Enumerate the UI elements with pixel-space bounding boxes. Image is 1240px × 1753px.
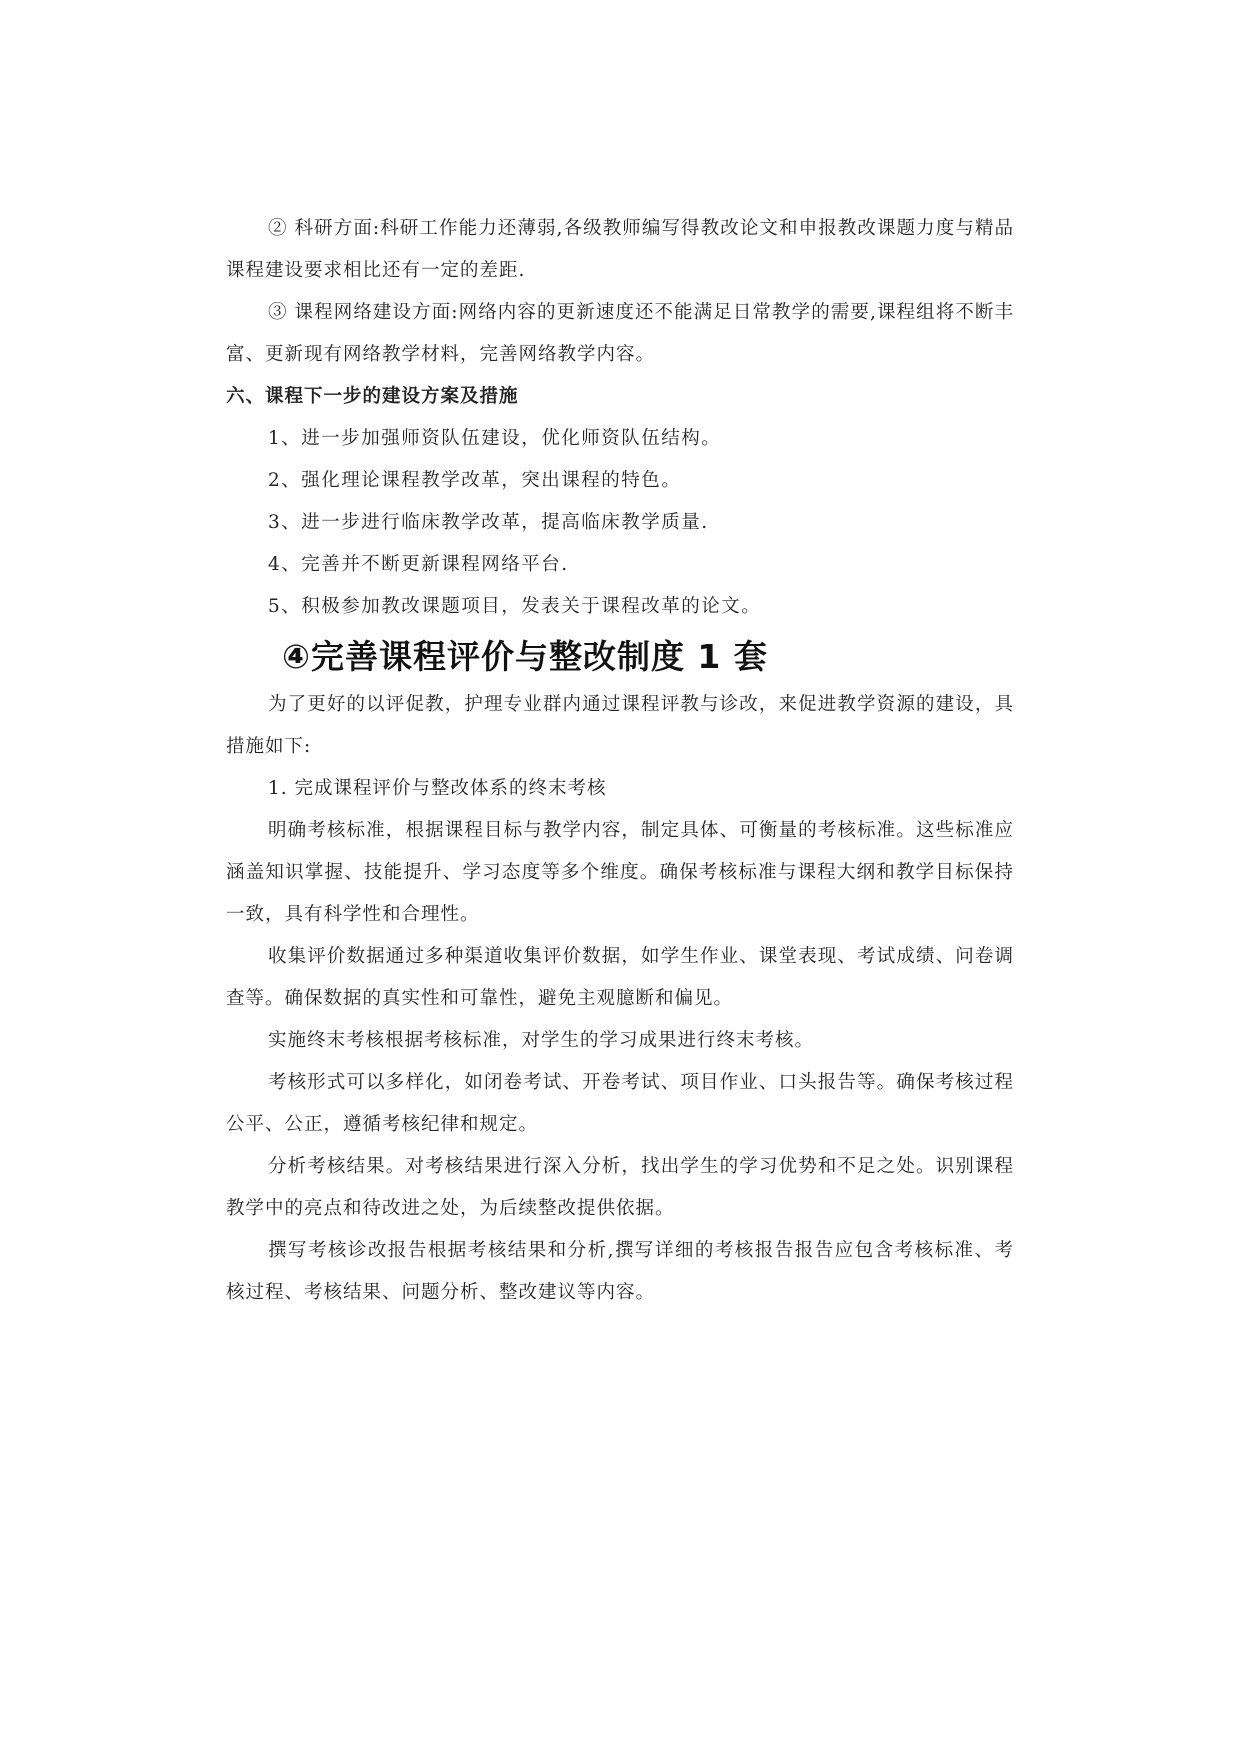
- paragraph-network: ③ 课程网络建设方面:网络内容的更新速度还不能满足日常教学的需要,课程组将不断丰富、更新现有网络教学材料，完善网络教学内容。: [226, 302, 1014, 365]
- section-title-evaluation: ④完善课程评价与整改制度 1 套: [282, 637, 768, 676]
- paragraph-body: 收集评价数据通过多种渠道收集评价数据，如学生作业、课堂表现、考试成绩、问卷调查等。确保数据的真实性和可靠性，避免主观臆断和偏见。: [226, 946, 1014, 1009]
- list-item: 1、进一步加强师资队伍建设，优化师资队伍结构。: [268, 428, 722, 449]
- paragraph-body: 明确考核标准，根据课程目标与教学内容，制定具体、可衡量的考核标准。这些标准应涵盖知识掌握、技能提升、学习态度等多个维度。确保考核标准与课程大纲和教学目标保持一致，具有科学性和合理性。: [226, 820, 1014, 925]
- list-item: 5、积极参加教改课题项目，发表关于课程改革的论文。: [268, 596, 762, 617]
- list-item: 2、强化理论课程教学改革，突出课程的特色。: [268, 470, 682, 491]
- list-item: 4、完善并不断更新课程网络平台.: [268, 554, 569, 575]
- sub-heading-final-assessment: 1. 完成课程评价与整改体系的终末考核: [268, 778, 607, 799]
- paragraph-intro: 为了更好的以评促教，护理专业群内通过课程评教与诊改，来促进教学资源的建设，具措施如下:: [226, 694, 1014, 757]
- paragraph-research: ② 科研方面:科研工作能力还薄弱,各级教师编写得教改论文和申报教改课题力度与精品课程建设要求相比还有一定的差距.: [226, 218, 1014, 281]
- document-page: [226, 208, 1014, 1314]
- paragraph-body: 实施终末考核根据考核标准，对学生的学习成果进行终末考核。: [268, 1030, 815, 1051]
- paragraph-body: 撰写考核诊改报告根据考核结果和分析,撰写详细的考核报告报告应包含考核标准、考核过程、考核结果、问题分析、整改建议等内容。: [226, 1240, 1014, 1303]
- section-heading-next-steps: 六、课程下一步的建设方案及措施: [226, 386, 519, 407]
- paragraph-body: 分析考核结果。对考核结果进行深入分析，找出学生的学习优势和不足之处。识别课程教学中的亮点和待改进之处，为后续整改提供依据。: [226, 1156, 1014, 1219]
- list-item: 3、进一步进行临床教学改革，提高临床教学质量.: [268, 512, 709, 533]
- paragraph-body: 考核形式可以多样化，如闭卷考试、开卷考试、项目作业、口头报告等。确保考核过程公平、公正，遵循考核纪律和规定。: [226, 1072, 1014, 1135]
